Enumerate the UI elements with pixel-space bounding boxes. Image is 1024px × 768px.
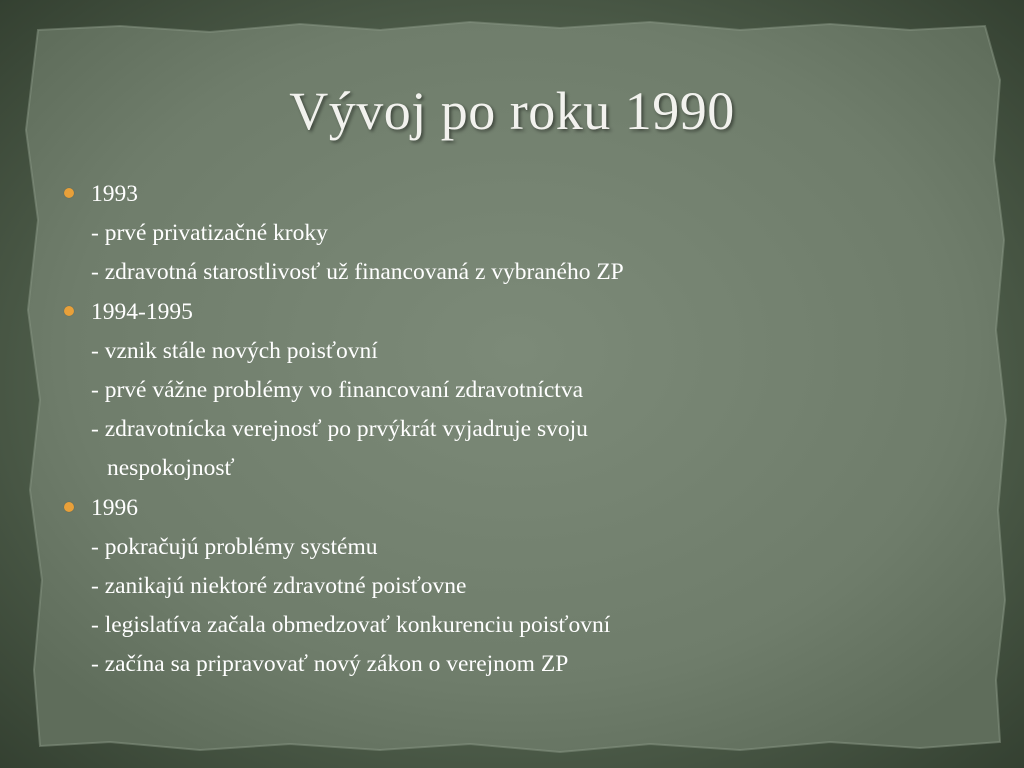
bullet-line: - zdravotnícka verejnosť po prvýkrát vyjadruje svoju [91,416,588,443]
bullet-1996 [60,489,960,685]
bullet-line: - vznik stále nových poisťovní [91,337,378,364]
bullet-dot-icon [64,502,74,512]
bullet-line: - pokračujú problémy systému [91,533,378,560]
bullet-list [60,175,960,685]
bullet-line: - zdravotná starostlivosť už financovaná z vybraného ZP [91,259,624,286]
bullet-line: - začína sa pripravovať nový zákon o verejnom ZP [91,651,569,678]
bullet-line: - legislatíva začala obmedzovať konkurenciu poisťovní [91,612,611,639]
bullet-1994-1995 [60,293,960,489]
bullet-1993 [60,175,960,293]
bullet-line: nespokojnosť [107,455,235,482]
bullet-dot-icon [64,188,74,198]
bullet-heading: 1994-1995 [91,298,193,325]
bullet-dot-icon [64,306,74,316]
bullet-line: - zanikajú niektoré zdravotné poisťovne [91,573,467,600]
bullet-line: - prvé vážne problémy vo financovaní zdravotníctva [91,377,583,404]
slide-title: Vývoj po roku 1990 [289,81,735,141]
bullet-heading: 1993 [91,181,138,207]
bullet-line: - prvé privatizačné kroky [91,220,328,247]
bullet-heading: 1996 [91,494,138,521]
